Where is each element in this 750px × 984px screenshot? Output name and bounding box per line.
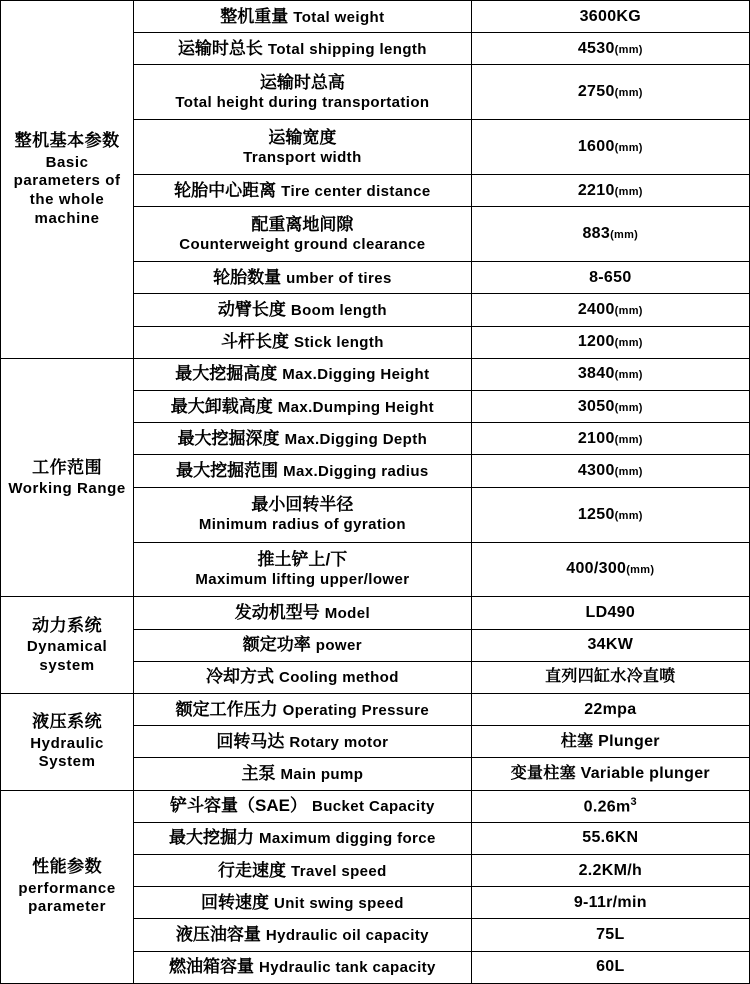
group-label-en: Basic parameters of the whole machine [13,153,121,227]
parameter-value [471,1,749,33]
parameter-value-number: 2100 [577,429,615,447]
parameter-value [471,358,749,390]
parameter-name-cn: 冷却方式 [206,667,275,687]
group-label [1,1,134,359]
parameter-name-cn: 整机重量 [220,6,289,26]
parameter-name-en: Maximum lifting upper/lower [195,571,410,589]
parameter-name-cn: 主泵 [241,764,276,784]
parameter-name-en: Max.Dumping Height [277,398,435,416]
parameter-value-unit: (mm) [614,401,643,414]
parameter-name [134,887,471,919]
parameter-value-number: 2210 [577,181,615,199]
parameter-value [471,790,749,822]
specification-table-body [1,1,750,984]
parameter-value-number: 883 [582,225,611,243]
parameter-name-cn: 最大挖掘深度 [177,428,280,448]
parameter-name [134,661,471,693]
parameter-name-en: Main pump [280,766,364,784]
parameter-value [471,487,749,542]
parameter-name-cn: 回转马达 [216,731,285,751]
parameter-value [471,951,749,983]
parameter-value [471,855,749,887]
parameter-name [134,694,471,726]
parameter-value [471,423,749,455]
parameter-value-unit: (mm) [614,142,643,155]
parameter-value-unit: (mm) [614,369,643,382]
parameter-value-number: 1250 [577,505,615,523]
table-row [1,790,750,822]
parameter-name-cn: 最大卸载高度 [170,396,273,416]
parameter-name-en: Hydraulic tank capacity [259,959,436,977]
parameter-value [471,919,749,951]
parameter-name [134,33,471,65]
parameter-name-cn: 运输宽度 [268,127,337,147]
parameter-name-en: power [315,637,362,655]
group-label-cn: 性能参数 [32,857,103,877]
parameter-value-number: 3050 [577,397,615,415]
parameter-name-cn: 发动机型号 [234,603,320,622]
parameter-value [471,542,749,597]
parameter-name-en: Total height during transportation [175,94,430,112]
group-label-en: Hydraulic System [30,734,104,771]
parameter-name-en: Hydraulic oil capacity [265,927,429,945]
parameter-name [134,120,471,175]
parameter-value [471,887,749,919]
group-label-en: Working Range [8,479,126,497]
parameter-name-en: Transport width [243,148,362,166]
parameter-value [471,455,749,487]
parameter-name-cn: 额定工作压力 [175,699,278,719]
parameter-name [134,65,471,120]
group-label [1,694,134,791]
parameter-name-cn: 轮胎中心距离 [174,180,277,200]
parameter-value [471,694,749,726]
parameter-value [471,629,749,661]
parameter-name [134,951,471,983]
parameter-name [134,294,471,326]
parameter-name [134,726,471,758]
parameter-name-cn: 斗杆长度 [220,332,289,352]
parameter-name-cn: 燃油箱容量 [169,957,254,977]
parameter-value-number: 1600 [577,138,615,156]
group-label-cn: 整机基本参数 [14,131,120,151]
parameter-name-cn: 液压油容量 [175,925,261,945]
parameter-value [471,65,749,120]
parameter-name-en: Max.Digging radius [283,463,429,481]
parameter-value-unit: (mm) [614,466,643,479]
parameter-value-number: 8-650 [589,268,632,286]
parameter-value-unit: (mm) [614,185,643,198]
parameter-value [471,207,749,262]
parameter-name [134,326,471,358]
parameter-value-unit: (mm) [614,43,643,56]
parameter-name-en: Maximum digging force [259,830,436,848]
table-row [1,358,750,390]
parameter-name-cn: 最大挖掘范围 [176,461,279,481]
parameter-value-unit: (mm) [614,305,643,318]
parameter-value-number: 2750 [577,83,615,101]
parameter-name-en: umber of tires [286,269,392,287]
parameter-value [471,294,749,326]
parameter-name [134,262,471,294]
parameter-name-en: Cooling method [279,669,399,687]
parameter-value-unit: (mm) [626,564,655,577]
parameter-value-number: 4300 [577,462,615,480]
parameter-name-cn: 轮胎数量 [213,267,282,287]
parameter-name-cn: 推土铲上/下 [257,549,348,569]
parameter-value-number: 34KW [587,636,634,654]
parameter-value [471,726,749,758]
parameter-value-number: 60L [596,958,625,976]
parameter-name-cn: 最小回转半径 [251,495,354,515]
parameter-name [134,629,471,661]
parameter-name-en: Travel speed [291,862,387,880]
parameter-name [134,919,471,951]
parameter-name-en: Stick length [293,334,384,352]
parameter-name [134,855,471,887]
parameter-value-number: 0.26m [583,797,631,815]
parameter-value-number: 1200 [577,333,615,351]
parameter-value-number: 2400 [577,301,615,319]
parameter-name-cn: 回转速度 [201,892,270,912]
parameter-name-en: Rotary motor [289,733,389,751]
group-label-cn: 工作范围 [32,457,103,477]
parameter-value-number: 变量柱塞 Variable plunger [510,765,710,783]
parameter-value [471,33,749,65]
parameter-name [134,455,471,487]
parameter-name [134,207,471,262]
parameter-value-number: 400/300 [566,560,627,578]
parameter-name-en: Tire center distance [281,182,431,200]
parameter-name [134,175,471,207]
parameter-value-number: 9-11r/min [573,893,647,911]
group-label-cn: 动力系统 [32,615,103,635]
parameter-value-unit: (mm) [614,87,643,100]
parameter-name-en: Max.Digging Depth [284,430,428,448]
parameter-value-number: 柱塞 Plunger [560,732,660,750]
group-label-cn: 液压系统 [32,712,103,732]
parameter-name [134,423,471,455]
parameter-value-number: 4530 [577,39,615,57]
parameter-value [471,391,749,423]
parameter-value-unit: (mm) [610,229,639,242]
parameter-name-en: Operating Pressure [282,701,430,719]
parameter-name-cn: 配重离地间隙 [251,214,354,234]
group-label [1,790,134,983]
parameter-name [134,758,471,790]
parameter-name [134,358,471,390]
parameter-name-cn: 动臂长度 [217,300,286,320]
parameter-value-number: 直列四缸水冷直喷 [545,668,676,686]
parameter-name [134,597,471,629]
parameter-name [134,1,471,33]
parameter-name-en: Minimum radius of gyration [198,516,406,534]
parameter-value [471,597,749,629]
parameter-value-number: 2.2KM/h [578,861,643,879]
parameter-value-number: 75L [596,926,625,944]
parameter-value-unit: (mm) [614,337,643,350]
parameter-name [134,391,471,423]
parameter-name-en: Max.Digging Height [282,366,430,384]
group-label [1,358,134,597]
parameter-name-en: Boom length [290,302,387,320]
parameter-value [471,758,749,790]
parameter-value [471,120,749,175]
parameter-value-number: LD490 [585,604,636,621]
group-label-en: Dynamical system [26,638,108,674]
table-row [1,694,750,726]
parameter-name-en: Total weight [293,8,385,26]
parameter-value-number: 3840 [577,365,615,383]
group-label [1,597,134,694]
parameter-value-number: 22mpa [584,700,637,718]
parameter-name-cn: 行走速度 [218,860,287,880]
parameter-value [471,326,749,358]
parameter-name-cn: 额定功率 [242,635,311,655]
parameter-name-en: Total shipping length [267,40,427,58]
parameter-name-en: Bucket Capacity [312,798,435,816]
parameter-name-cn: 最大挖掘高度 [175,364,278,384]
parameter-value-unit: (mm) [614,509,643,522]
parameter-name [134,487,471,542]
table-row [1,1,750,33]
parameter-value-number: 55.6KN [582,829,639,847]
parameter-name-cn: 运输时总高 [259,72,345,92]
parameter-name-en: Unit swing speed [274,894,404,912]
parameter-value [471,262,749,294]
parameter-name [134,542,471,597]
parameter-value-exponent: 3 [630,795,637,808]
parameter-name [134,822,471,854]
parameter-value [471,175,749,207]
parameter-name [134,790,471,822]
parameter-name-cn: 铲斗容量（SAE） [170,796,308,816]
parameter-value [471,661,749,693]
parameter-name-en: Counterweight ground clearance [179,236,426,254]
parameter-value [471,822,749,854]
parameter-name-cn: 最大挖掘力 [169,828,255,848]
parameter-value-number: 3600KG [579,7,641,25]
group-label-en: performance parameter [18,879,116,916]
table-row [1,597,750,629]
parameter-name-en: Model [324,605,371,622]
parameter-value-unit: (mm) [614,433,643,446]
parameter-name-cn: 运输时总长 [177,38,263,58]
